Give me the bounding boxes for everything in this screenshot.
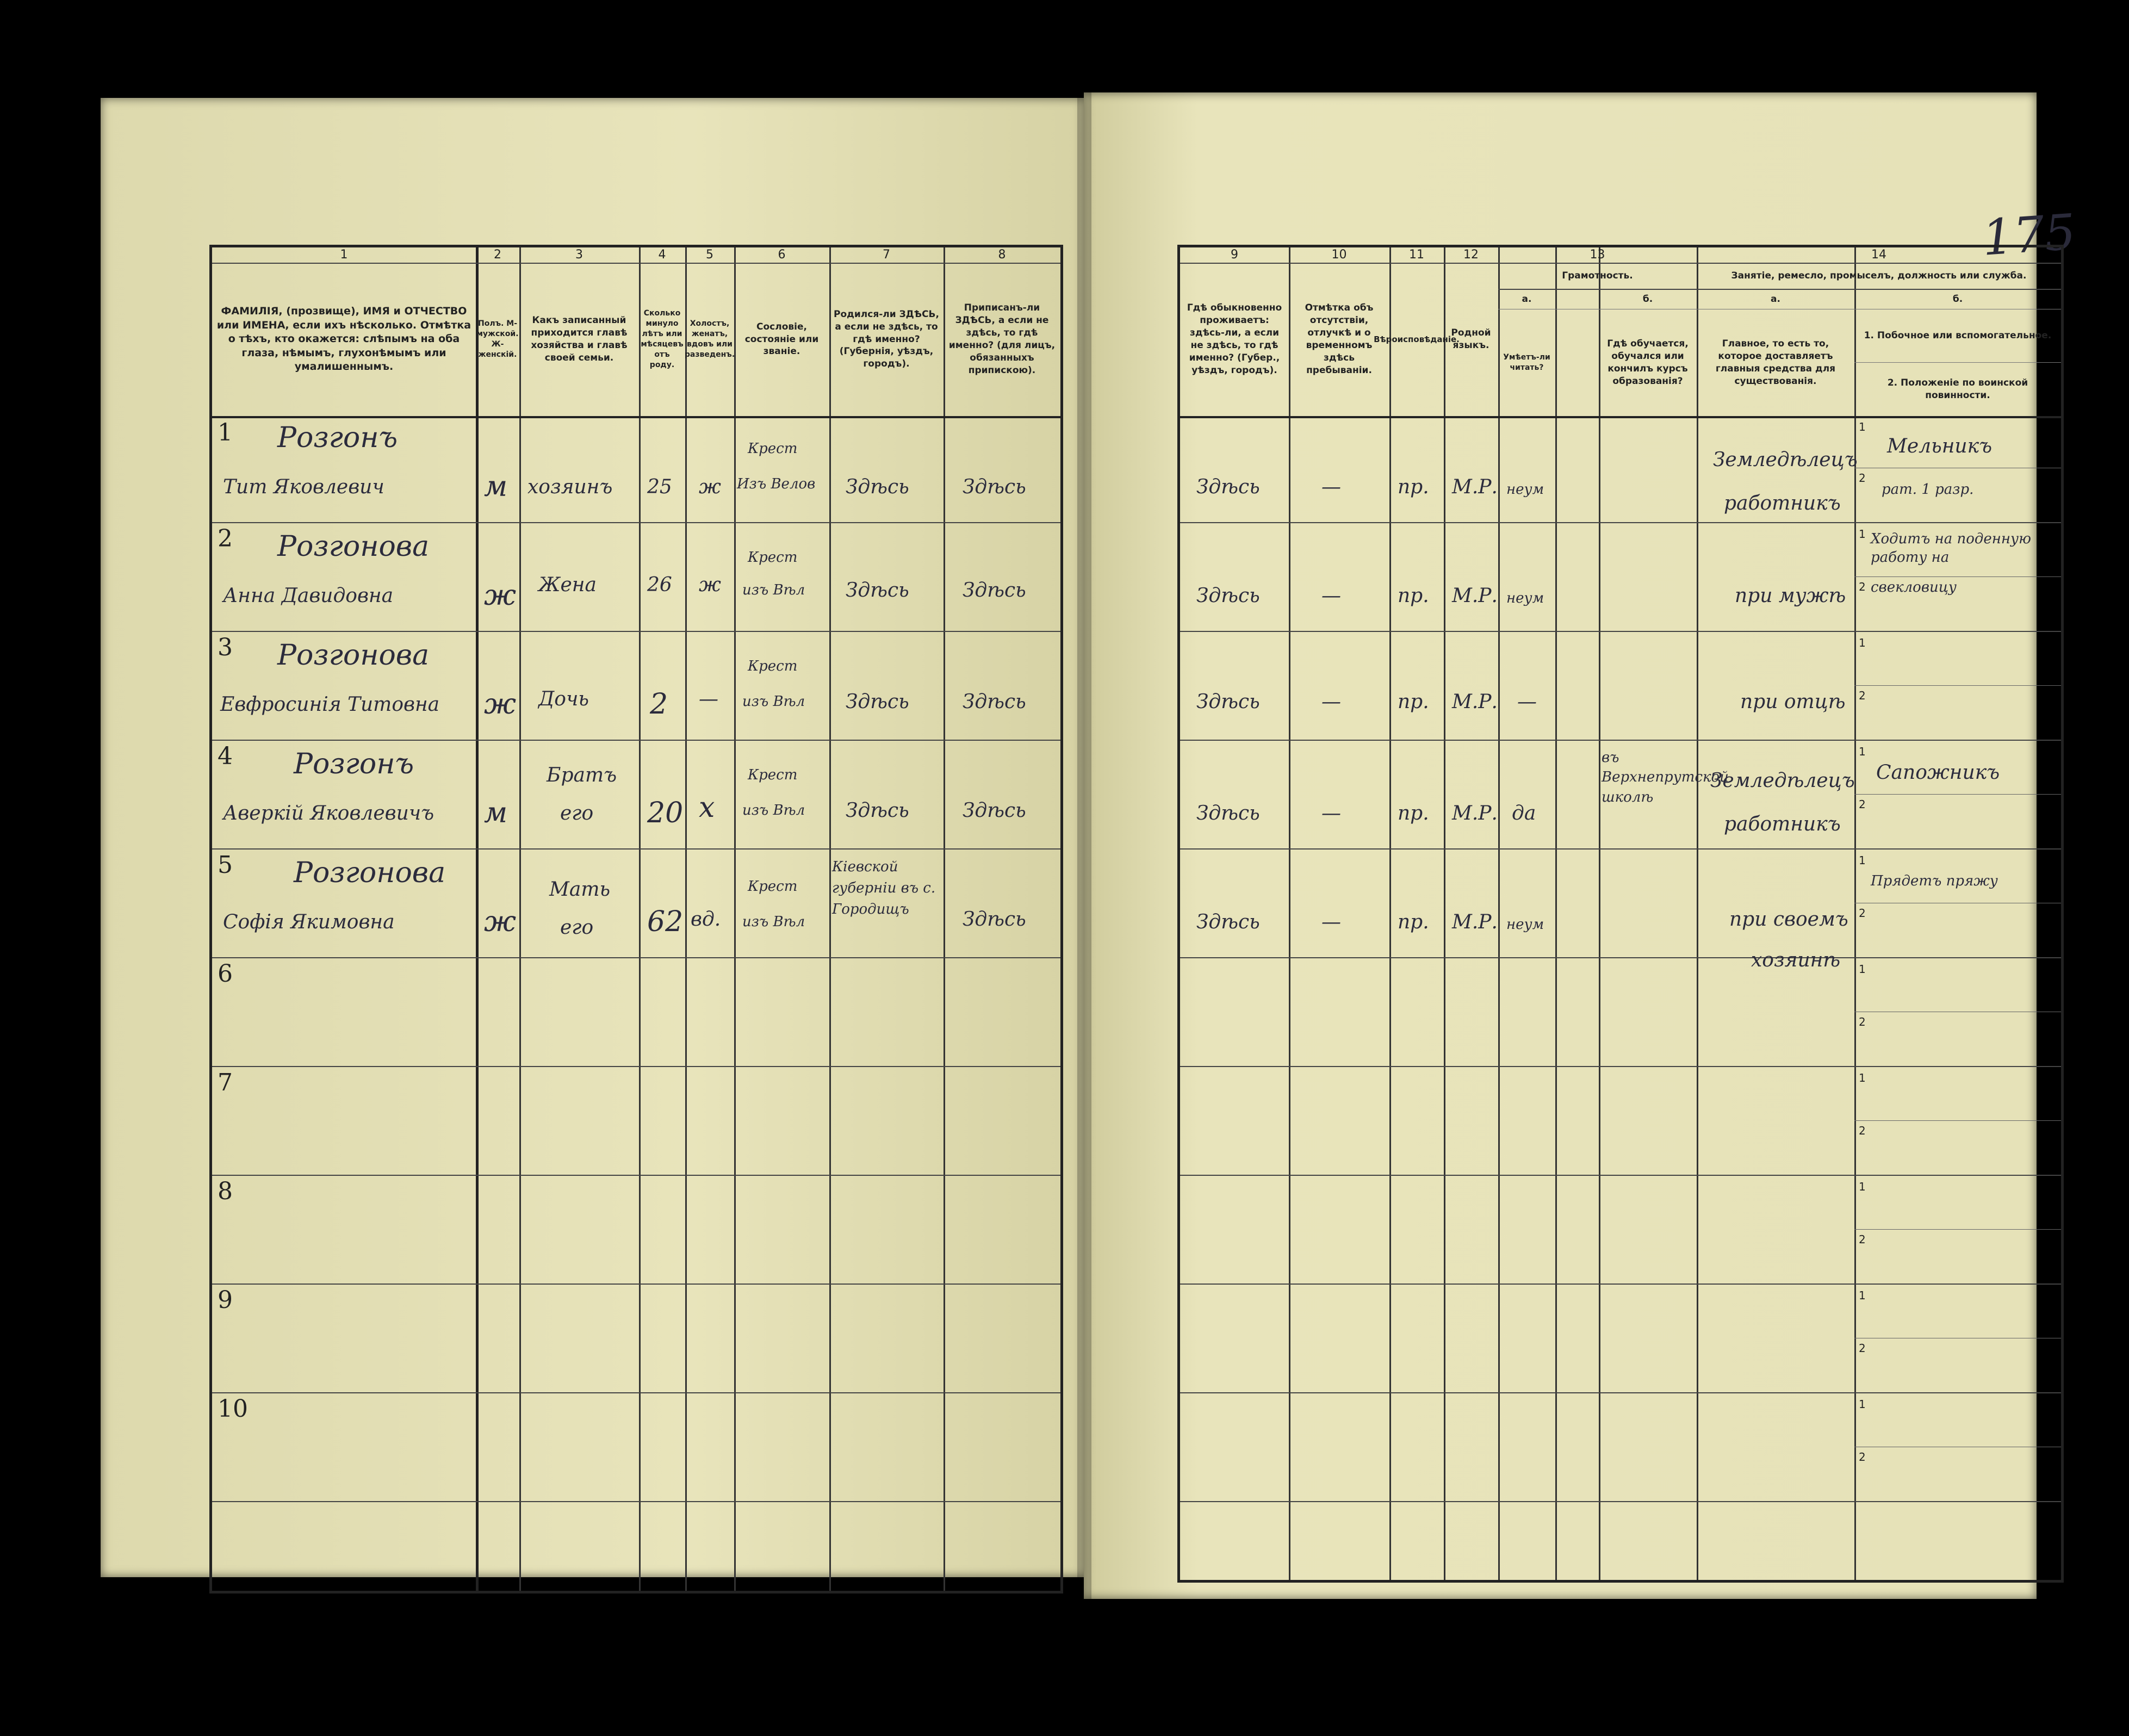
row-5-marital: вд. xyxy=(691,908,721,931)
row-4-school: въ Верхнепрутской школѣ xyxy=(1602,749,1729,805)
row-2-sex: ж xyxy=(484,579,517,612)
row-3-surname: Розгонова xyxy=(277,639,430,672)
row-1-reads: неум xyxy=(1506,481,1544,498)
sub-6-1: 1 xyxy=(1859,963,1866,976)
row-5-lives: Здѣсь xyxy=(1196,911,1260,933)
col-5-num: 5 xyxy=(706,248,713,262)
row-5-age: 62 xyxy=(647,906,684,938)
row-2-registered: Здѣсь xyxy=(963,579,1026,602)
row-4-estate1: Крест xyxy=(748,767,798,783)
col-13-header: Грамотность. xyxy=(1498,263,1697,290)
row-2-relation: Жена xyxy=(538,574,597,596)
col-6-num: 6 xyxy=(778,248,786,262)
row-1-side1: Мельникъ xyxy=(1887,435,1993,457)
sub-3-2: 2 xyxy=(1859,689,1866,702)
row-5-estate2: изъ Вѣл xyxy=(742,914,805,930)
row-3-registered: Здѣсь xyxy=(963,691,1026,713)
sub-5-2: 2 xyxy=(1859,907,1866,920)
sub-7-1: 1 xyxy=(1859,1071,1866,1084)
col-14a-label: а. xyxy=(1697,290,1854,309)
sub-2-1: 1 xyxy=(1859,528,1866,541)
sub-10-2: 2 xyxy=(1859,1450,1866,1464)
row-4-sex: м xyxy=(484,797,508,829)
row-7-num: 7 xyxy=(218,1069,233,1096)
col-14b1-header: 1. Побочное или вспомогательное. xyxy=(1854,309,2061,363)
col-6-header: Сословіе, состояніе или званіе. xyxy=(744,321,819,357)
row-2-religion: пр. xyxy=(1398,585,1429,607)
row-3-relation: Дочь xyxy=(538,688,589,710)
row-5-absence: — xyxy=(1321,911,1341,933)
col-14b2-header: 2. Положеніе по воинской повинности. xyxy=(1887,377,2028,401)
col-14-num: 14 xyxy=(1871,248,1886,262)
row-3-estate2: изъ Вѣл xyxy=(742,693,805,710)
row-1-main2: работникъ xyxy=(1724,492,1841,514)
row-5-registered: Здѣсь xyxy=(963,908,1026,931)
row-2-lives: Здѣсь xyxy=(1196,585,1260,607)
row-3-absence: — xyxy=(1321,691,1341,713)
row-3-marital: — xyxy=(699,688,718,710)
row-1-born: Здѣсь xyxy=(846,476,909,498)
row-5-main2: хозяинѣ xyxy=(1751,949,1841,971)
sub-8-1: 1 xyxy=(1859,1180,1866,1193)
sub-7-2: 2 xyxy=(1859,1124,1866,1137)
row-4-main2: работникъ xyxy=(1724,813,1841,835)
row-1-lang: М.Р. xyxy=(1452,476,1498,498)
col-11-num: 11 xyxy=(1409,248,1424,262)
row-2-name: Анна Давидовна xyxy=(223,585,394,607)
row-2-age: 26 xyxy=(647,574,672,596)
row-5-sex: ж xyxy=(484,906,517,938)
col-9-header: Гдѣ обыкновенно проживаетъ: здѣсь-ли, а если не здѣсь, то гдѣ именно? (Губер., уѣздъ, городъ). xyxy=(1187,302,1282,376)
row-2-estate2: изъ Вѣл xyxy=(742,582,805,598)
sub-1-2: 2 xyxy=(1859,472,1866,485)
row-2-estate1: Крест xyxy=(748,549,798,566)
sub-10-1: 1 xyxy=(1859,1398,1866,1411)
row-5-born: Кіевской губерніи въ с. Городищъ xyxy=(832,859,936,917)
row-2-side2: свекловицу xyxy=(1871,579,1957,596)
row-4-absence: — xyxy=(1321,802,1341,824)
sub-9-1: 1 xyxy=(1859,1289,1866,1302)
sub-5-1: 1 xyxy=(1859,854,1866,867)
row-9-num: 9 xyxy=(218,1286,233,1314)
row-4-num: 4 xyxy=(218,742,233,770)
row-4-reads: да xyxy=(1512,802,1536,824)
left-table xyxy=(209,245,1063,1594)
row-5-religion: пр. xyxy=(1398,911,1429,933)
row-4-relation2: его xyxy=(560,802,594,824)
row-2-born: Здѣсь xyxy=(846,579,909,602)
row-5-name: Софія Якимовна xyxy=(223,911,395,933)
row-4-religion: пр. xyxy=(1398,802,1429,824)
row-1-registered: Здѣсь xyxy=(963,476,1026,498)
row-1-name: Тит Яковлевич xyxy=(223,476,384,498)
right-table xyxy=(1177,245,2064,1583)
col-10-num: 10 xyxy=(1331,248,1347,262)
row-1-age: 25 xyxy=(647,476,672,498)
row-1-relation: хозяинъ xyxy=(527,476,613,498)
row-5-num: 5 xyxy=(218,851,233,879)
row-1-estate2: Изъ Велов xyxy=(737,476,816,492)
row-2-marital: ж xyxy=(699,574,721,596)
col-5-header: Холостъ, женатъ, вдовъ или разведенъ. xyxy=(684,319,735,359)
col-1-num: 1 xyxy=(340,248,348,262)
folio-number: 175 xyxy=(1980,203,2078,267)
row-1-estate1: Крест xyxy=(748,441,798,457)
row-4-born: Здѣсь xyxy=(846,799,909,822)
col-13b-header: Гдѣ обучается, обучался или кончилъ курсъ образованія? xyxy=(1607,338,1689,387)
col-11-header: Вѣроисповѣданіе. xyxy=(1374,334,1460,344)
col-2-num: 2 xyxy=(494,248,501,262)
row-4-main1: Земледѣлецъ xyxy=(1710,770,1855,792)
row-2-side1: Ходитъ на поденную работу на xyxy=(1871,531,2032,566)
row-8-num: 8 xyxy=(218,1177,233,1205)
row-5-relation2: его xyxy=(560,916,594,939)
col-7-header: Родился-ли ЗДѢСЬ, а если не здѣсь, то гдѣ именно? (Губернія, уѣздъ, городъ). xyxy=(834,308,939,370)
col-13a-header: Умѣетъ-ли читать? xyxy=(1503,353,1550,372)
row-3-name: Евфросинія Титовна xyxy=(220,693,440,716)
row-10-num: 10 xyxy=(218,1395,248,1423)
row-5-estate1: Крест xyxy=(748,878,798,895)
row-2-main1: при мужѣ xyxy=(1735,585,1846,607)
sub-4-2: 2 xyxy=(1859,798,1866,811)
row-4-marital: х xyxy=(699,791,715,824)
row-3-num: 3 xyxy=(218,634,233,661)
row-2-absence: — xyxy=(1321,585,1341,607)
row-5-main1: при своемъ xyxy=(1729,908,1848,931)
row-4-age: 20 xyxy=(647,797,684,829)
sub-9-2: 2 xyxy=(1859,1342,1866,1355)
row-1-sex: м xyxy=(484,470,508,503)
col-3-num: 3 xyxy=(575,248,583,262)
row-4-side1: Сапожникъ xyxy=(1876,761,2000,784)
row-5-reads: неум xyxy=(1506,916,1544,933)
row-5-relation: Мать xyxy=(549,878,611,901)
col-4-num: 4 xyxy=(658,248,666,262)
col-10-header: Отмѣтка объ отсутствіи, отлучкѣ и о временномъ здѣсь пребываніи. xyxy=(1305,302,1374,376)
sub-3-1: 1 xyxy=(1859,636,1866,649)
row-4-surname: Розгонъ xyxy=(294,748,414,780)
row-3-religion: пр. xyxy=(1398,691,1429,713)
col-1-header: ФАМИЛІЯ, (прозвище), ИМЯ и ОТЧЕСТВО или ИМЕНА, если ихъ нѣсколько. Отмѣтка о тѣхъ, кто окажется: слѣпымъ на оба глаза, нѣмымъ, глухонѣмымъ или умалишеннымъ. xyxy=(216,305,471,373)
sub-8-2: 2 xyxy=(1859,1233,1866,1246)
col-9-num: 9 xyxy=(1231,248,1238,262)
row-1-religion: пр. xyxy=(1398,476,1429,498)
row-5-surname: Розгонова xyxy=(294,857,446,889)
row-3-born: Здѣсь xyxy=(846,691,909,713)
row-1-side2: рат. 1 разр. xyxy=(1882,481,1974,498)
row-1-absence: — xyxy=(1321,476,1341,498)
row-1-marital: ж xyxy=(699,476,721,498)
row-1-surname: Розгонъ xyxy=(277,421,398,454)
col-7-num: 7 xyxy=(883,248,890,262)
row-2-lang: М.Р. xyxy=(1452,585,1498,607)
col-8-num: 8 xyxy=(998,248,1006,262)
col-3-header: Какъ записанный приходится главѣ хозяйства и главѣ своей семьи. xyxy=(531,315,628,363)
row-4-registered: Здѣсь xyxy=(963,799,1026,822)
row-2-surname: Розгонова xyxy=(277,530,430,563)
col-14a-header: Главное, то есть то, которое доставляетъ главныя средства для существованія. xyxy=(1715,338,1836,387)
col-4-header: Сколько минуло лѣтъ или мѣсяцевъ отъ роду. xyxy=(641,309,684,369)
row-5-lang: М.Р. xyxy=(1452,911,1498,933)
row-3-estate1: Крест xyxy=(748,658,798,674)
row-1-main1: Земледѣлецъ xyxy=(1713,449,1858,471)
sub-2-2: 2 xyxy=(1859,580,1866,593)
sub-6-2: 2 xyxy=(1859,1015,1866,1028)
sub-1-1: 1 xyxy=(1859,420,1866,433)
row-4-estate2: изъ Вѣл xyxy=(742,802,805,819)
sub-4-1: 1 xyxy=(1859,745,1866,758)
row-3-age: 2 xyxy=(650,688,668,721)
book-gutter xyxy=(1077,92,1091,1599)
col-13a-label: а. xyxy=(1498,290,1555,309)
row-4-relation: Братъ xyxy=(547,764,617,786)
census-book xyxy=(101,92,2078,1599)
row-3-lives: Здѣсь xyxy=(1196,691,1260,713)
col-13b-label: б. xyxy=(1599,290,1697,309)
row-5-side1: Прядетъ пряжу xyxy=(1871,873,1998,889)
col-13a-label-b xyxy=(1555,290,1599,309)
row-4-name: Аверкій Яковлевичъ xyxy=(223,802,435,824)
row-3-sex: ж xyxy=(484,688,517,721)
row-3-main1: при отцѣ xyxy=(1740,691,1846,713)
col-13-num: 13 xyxy=(1590,248,1605,262)
row-1-num: 1 xyxy=(218,419,233,447)
col-8-header: Приписанъ-ли ЗДѢСЬ, а если не здѣсь, то гдѣ именно? (для лицъ, обязанныхъ припискою). xyxy=(948,302,1056,376)
row-3-lang: М.Р. xyxy=(1452,691,1498,713)
row-1-lives: Здѣсь xyxy=(1196,476,1260,498)
col-12-header: Родной языкъ. xyxy=(1451,327,1491,351)
col-14-header: Занятіе, ремесло, промыселъ, должность или служба. xyxy=(1697,263,2061,290)
col-12-num: 12 xyxy=(1463,248,1479,262)
row-4-lives: Здѣсь xyxy=(1196,802,1260,824)
col-14b-label: б. xyxy=(1854,290,2061,309)
row-2-num: 2 xyxy=(218,525,233,553)
row-4-lang: М.Р. xyxy=(1452,802,1498,824)
row-2-reads: неум xyxy=(1506,590,1544,606)
col-2-header: Полъ. М-мужской. Ж-женскій. xyxy=(476,319,519,359)
row-6-num: 6 xyxy=(218,960,233,988)
row-3-reads: — xyxy=(1517,691,1537,713)
